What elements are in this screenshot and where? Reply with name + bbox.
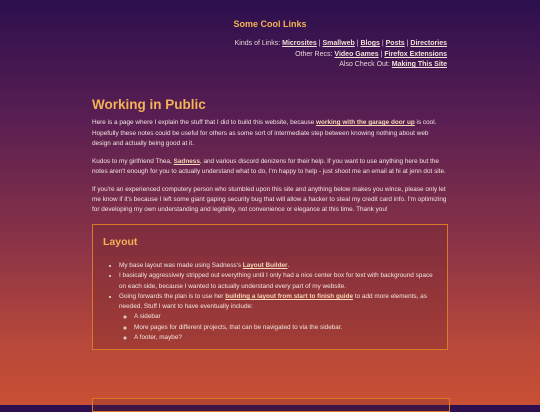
disclaimer-paragraph: If you're an experienced computery person who stumbled upon this site and anything below makes you wince, please only let me know if it's because I left some giant gaping security bug that will allow a hacker to steal my credit card info. I'm optimizing for developing my own understanding and legibility, not convenience or elegance at this time. Thank you! [92,185,447,214]
list-item [119,261,437,271]
nav-row-also [235,60,447,71]
nav-link-making-this-site[interactable]: Making This Site [391,61,447,68]
nav-link-posts[interactable]: Posts [385,40,405,47]
list-item-text: My base layout was made using Sadness's [119,261,243,269]
nav-link-firefox-extensions[interactable]: Firefox Extensions [384,50,447,58]
nav-link-video-games[interactable]: Video Games [334,50,379,58]
kudos-paragraph [92,157,448,178]
intro-text: Here is a page where I explain the stuff that I did to build this website, because [92,119,317,127]
layout-guide-link[interactable]: building a layout from start to finish guide [225,292,354,300]
layout-list [103,261,437,343]
sadness-link[interactable]: Sadness [173,157,200,165]
sub-list-item: ◦ More pages for different projects, that can be navigated to via the sidebar. [134,323,437,333]
sub-list [119,312,437,343]
nav-sep: | [379,40,386,47]
nav-sep: | [404,40,411,47]
list-item [119,292,437,343]
site-title[interactable]: Some Cool Links [233,19,307,29]
nav-row-other [235,50,447,61]
nav-sep: | [316,40,323,47]
intro-paragraph [92,118,448,149]
layout-section-title: Layout [103,235,138,248]
next-section [92,398,450,412]
nav-label-kinds: Kinds of Links: [234,40,281,47]
main-content [92,97,448,350]
nav-sep: | [354,40,361,47]
kudos-text-end: , and various discord denizens for their help. If you want to use anything here but the notes aren't enough for you to actually understand what to do, I'm happy to help - just shoot me an email at hi at jenn dot site. [92,157,446,175]
garage-door-link[interactable]: working with the garage door up [316,119,415,127]
sub-list-item: ◦ A footer, maybe? [134,333,437,343]
nav-sep: | [378,50,385,58]
page-title: Working in Public [92,97,206,112]
top-nav [235,39,447,71]
kudos-text: Kudos to my girlfriend Thea, [92,157,174,165]
nav-row-kinds [235,39,447,50]
layout-section [92,224,448,351]
nav-label-also: Also Check Out: [339,61,390,68]
list-item: • I basically aggressively stripped out everything until I only had a nice center box for text with background space on each side, because I wanted to actually understand every part of my website. [119,271,437,292]
nav-link-directories[interactable]: Directories [410,40,447,47]
list-item-text: Going forwards the plan is to use her [119,292,226,300]
nav-link-smallweb[interactable]: Smallweb [322,40,355,47]
nav-link-blogs[interactable]: Blogs [360,40,380,47]
nav-link-microsites[interactable]: Microsites [282,40,317,47]
nav-label-other: Other Recs: [295,50,333,58]
intro-text-end: is cool. Hopefully these notes could be useful for others as some sort of intermediate step between knowing nothing about web design and actually being good at it. [92,119,437,147]
list-item-text-end: to add more elements, as needed. Stuff I want to have eventually include: [119,292,427,311]
list-item-text-end: . [287,261,290,269]
layout-builder-link[interactable]: Layout Builder [242,261,288,269]
sub-list-item: ◦ A sidebar [134,312,437,322]
